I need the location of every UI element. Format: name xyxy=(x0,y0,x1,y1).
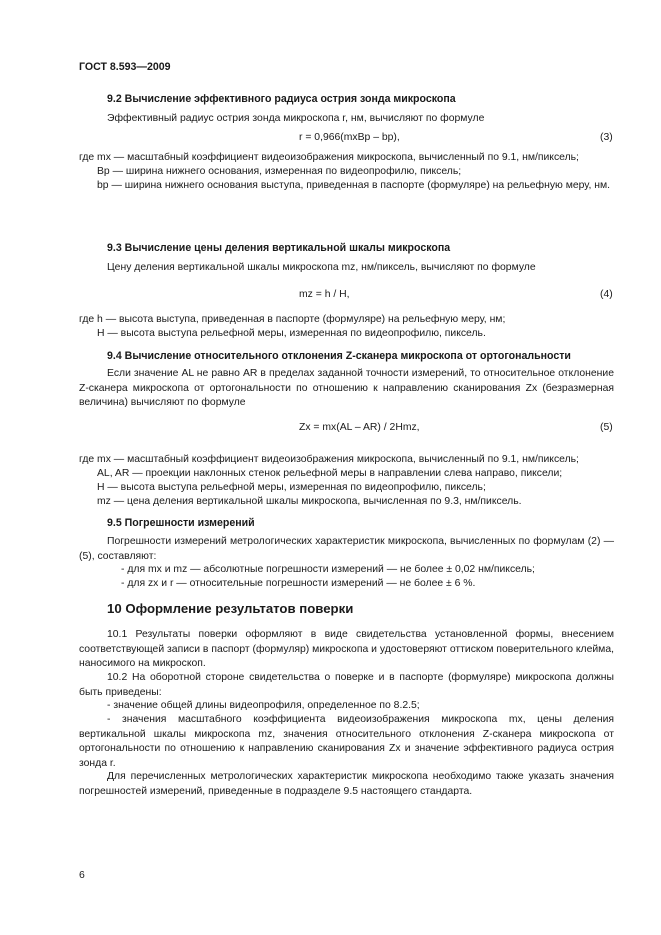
equation-number-3: (3) xyxy=(600,132,613,143)
formula-5: Zx = mx(AL – AR) / 2Hmz, xyxy=(299,422,420,433)
formula-3: r = 0,966(mxBp – bp), xyxy=(299,132,400,143)
page-number: 6 xyxy=(79,870,85,881)
equation-number-5: (5) xyxy=(600,422,613,433)
list-item: - для zx и r — относительные погрешности измерений — не более ± 6 %. xyxy=(121,578,476,589)
list-item: - для mx и mz — абсолютные погрешности измерений — не более ± 0,02 нм/пиксель; xyxy=(121,564,535,575)
section-10-1-paragraph: 10.1 Результаты поверки оформляют в виде свидетельства установленной формы, внесением соответствующей записи в паспорт (формуляр) микроскопа и удостоверяют оттиском поверительного клейма, наносимого на микроскоп. xyxy=(79,629,614,669)
where-line: H — высота выступа рельефной меры, измеренная по видеопрофилю, пиксель. xyxy=(97,328,486,339)
section-9-5-intro: Погрешности измерений метрологических характеристик микроскопа, вычисленных по формулам (2) — (5), составляют: xyxy=(79,536,614,562)
section-9-4-intro: Если значение AL не равно AR в пределах заданной точности измерений, то относительное отклонение Z-сканера микроскопа от ортогональности по отношению к направлению сканирования Zx (безразмерная величина) вычисляют по формуле xyxy=(79,368,614,408)
section-9-2-intro: Эффективный радиус острия зонда микроскопа r, нм, вычисляют по формуле xyxy=(107,113,485,124)
closing-paragraph: Для перечисленных метрологических характеристик микроскопа необходимо также указать значения погрешностей измерений, приведенные в подразделе 9.5 настоящего стандарта. xyxy=(79,771,614,797)
section-9-5-title: 9.5 Погрешности измерений xyxy=(107,517,255,529)
section-10-2-paragraph: 10.2 На оборотной стороне свидетельства о поверке и в паспорте (формуляре) микроскопа должны быть приведены: xyxy=(79,672,614,698)
where-line: где mx — масштабный коэффициент видеоизображения микроскопа, вычисленный по 9.1, нм/пиксель; xyxy=(79,152,579,163)
formula-4: mz = h / H, xyxy=(299,289,350,300)
where-line: H — высота выступа рельефной меры, измеренная по видеопрофилю, пиксель; xyxy=(97,482,486,493)
where-line: где h — высота выступа, приведенная в паспорте (формуляре) на рельефную меру, нм; xyxy=(79,314,506,325)
section-9-4-title: 9.4 Вычисление относительного отклонения Z-сканера микроскопа от ортогональности xyxy=(107,350,571,362)
where-line: где mx — масштабный коэффициент видеоизображения микроскопа, вычисленный по 9.1, нм/пиксель; xyxy=(79,454,579,465)
where-line: AL, AR — проекции наклонных стенок рельефной меры в направлении слева направо, пиксели; xyxy=(97,468,563,479)
equation-number-4: (4) xyxy=(600,289,613,300)
section-9-3-title: 9.3 Вычисление цены деления вертикальной шкалы микроскопа xyxy=(107,242,451,254)
section-9-2-title: 9.2 Вычисление эффективного радиуса острия зонда микроскопа xyxy=(107,93,456,105)
list-item: - значение общей длины видеопрофиля, определенное по 8.2.5; xyxy=(107,700,420,711)
list-item: - значения масштабного коэффициента видеоизображения микроскопа mx, цены деления вертикальной шкалы микроскопа mz, значения относительного отклонения Z-сканера микроскопа от ортогональности по отношению к направлению сканирования Zx и значение эффективного радиуса острия зонда r. xyxy=(79,714,614,769)
section-10-title: 10 Оформление результатов поверки xyxy=(107,601,354,616)
where-line: Bp — ширина нижнего основания, измеренная по видеопрофилю, пиксель; xyxy=(97,166,462,177)
document-header: ГОСТ 8.593—2009 xyxy=(79,61,171,73)
section-9-3-intro: Цену деления вертикальной шкалы микроскопа mz, нм/пиксель, вычисляют по формуле xyxy=(107,262,536,273)
where-line: mz — цена деления вертикальной шкалы микроскопа, вычисленная по 9.3, нм/пиксель. xyxy=(97,496,522,507)
where-line: bp — ширина нижнего основания выступа, приведенная в паспорте (формуляре) на рельефную меру, нм. xyxy=(97,180,610,191)
